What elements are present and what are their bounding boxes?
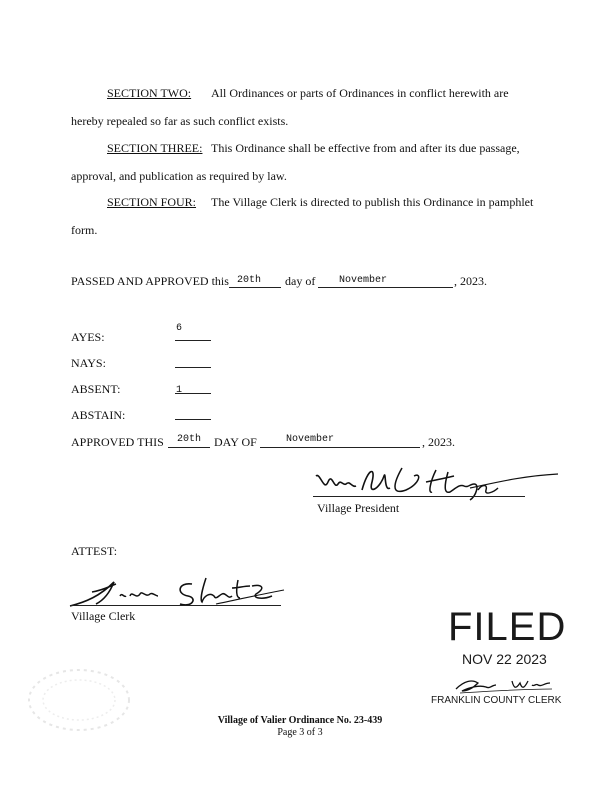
passed-prefix: PASSED AND APPROVED this [71,274,229,288]
approved-day-value: 20th [176,434,201,445]
absent-value: 1 [175,385,182,396]
ayes-label: AYES: [71,330,105,344]
approved-prefix: APPROVED THIS [71,435,164,449]
section-two-heading: SECTION TWO: [107,86,192,100]
ayes-line [175,340,211,341]
approved-year: , 2023. [422,435,455,449]
ayes-value: 6 [175,323,182,334]
president-title: Village President [317,501,400,515]
passed-day-line [229,287,281,288]
filed-stamp-office: FRANKLIN COUNTY CLERK [431,695,562,706]
section-three-heading: SECTION THREE: [107,141,203,155]
section-four-text-line1: The Village Clerk is directed to publish this Ordinance in pamphlet [211,195,534,209]
passed-day-value: 20th [236,275,261,286]
passed-month-value: November [338,275,387,286]
abstain-line [175,419,211,420]
approved-month-value: November [285,434,334,445]
filed-stamp-date: NOV 22 2023 [462,651,547,667]
president-signature-line [313,496,525,497]
passed-month-line [318,287,453,288]
approved-day-of: DAY OF [214,435,257,449]
passed-day-of: day of [285,274,316,288]
section-four-heading: SECTION FOUR: [107,195,197,209]
nays-label: NAYS: [71,356,106,370]
footer-ordinance-title: Village of Valier Ordinance No. 23-439 [217,715,383,726]
nays-line [175,367,211,368]
clerk-signature-line [71,605,281,606]
president-signature [310,462,560,504]
section-two-text-line2: hereby repealed so far as such conflict exists. [71,114,289,128]
section-three-text-line2: approval, and publication as required by law. [71,169,287,183]
approved-day-line [168,447,210,448]
section-two-text-line1: All Ordinances or parts of Ordinances in conflict herewith are [211,86,509,100]
attest-label: ATTEST: [71,544,118,558]
filed-stamp-title: FILED [448,605,567,649]
section-three-text-line1: This Ordinance shall be effective from and after its due passage, [211,141,520,155]
section-four-text-line2: form. [71,223,98,237]
absent-label: ABSENT: [71,382,121,396]
clerk-title: Village Clerk [71,609,136,623]
approved-month-line [260,447,420,448]
footer-page-number: Page 3 of 3 [277,727,323,738]
abstain-label: ABSTAIN: [71,408,126,422]
passed-year: , 2023. [454,274,487,288]
county-clerk-signature [452,673,557,695]
